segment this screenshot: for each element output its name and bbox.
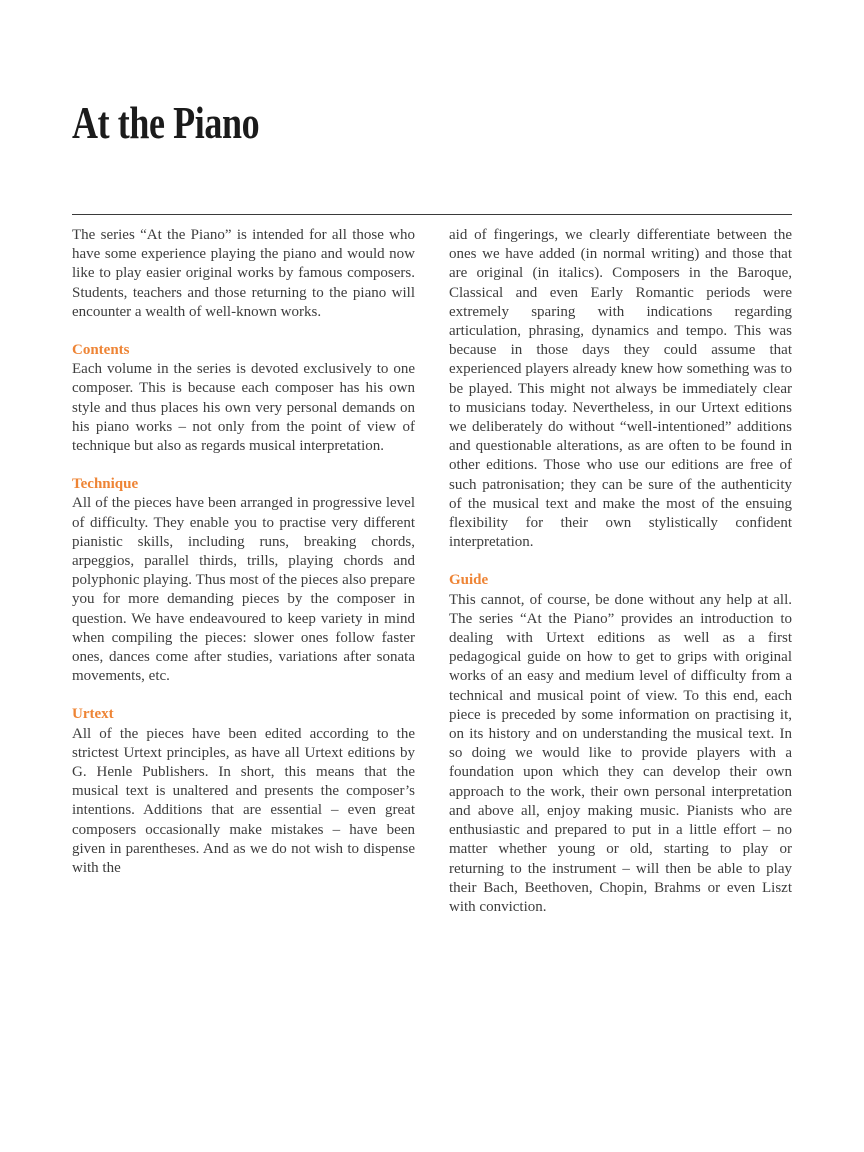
section-guide <box>449 571 792 917</box>
two-column-layout <box>72 226 792 917</box>
section-body-guide: This cannot, of course, be done without any help at all. The series “At the Piano” provides an introduction to dealing with Urtext editions as well as a first pedagogical guide on how to get to grips with original works of an easy and medium level of difficulty from a technical and musical point of view. To this end, each piece is preceded by some information on practising it, on its history and on understanding the musical text. In so doing we would like to provide players with a foundation upon which they can develop their own approach to the work, their own personal interpretation and above all, enjoy making music. Pianists who are enthusiastic and prepared to put in a little effort – no matter whether young or old, starting to play or returning to the instrument – will then be able to play their Bach, Beethoven, Chopin, Brahms or even Liszt with conviction. <box>449 591 792 915</box>
page-content <box>72 0 792 917</box>
section-body-technique: All of the pieces have been arranged in progressive level of difficulty. They enable you to practise very different pianistic skills, including runs, breaking chords, arpeggios, parallel thirds, trills, playing chords and polyphonic playing. Thus most of the pieces also prepare you for more demanding pieces by the composer in question. We have endeavoured to keep variety in mind when compiling the pieces: slower ones follow faster ones, dances come after studies, variations after sonata movements, etc. <box>72 495 415 685</box>
section-contents <box>72 341 415 456</box>
left-column <box>72 226 415 917</box>
section-heading-urtext: Urtext <box>72 706 114 723</box>
section-heading-contents: Contents <box>72 342 130 359</box>
section-heading-guide: Guide <box>449 572 489 589</box>
intro-paragraph: The series “At the Piano” is intended for all those who have some experience playing the piano and would now like to play easier original works by famous composers. Students, teachers and those returning to the piano will encounter a wealth of well-known works. <box>72 227 415 320</box>
section-urtext <box>72 705 415 878</box>
right-column <box>449 226 792 917</box>
urtext-continuation-paragraph: aid of fingerings, we clearly differentiate between the ones we have added (in normal writing) and those that are original (in italics). Composers in the Baroque, Classical and even Early Romantic periods were extremely sparing with indications regarding articulation, phrasing, dynamics and tempo. This was because in those days they could assume that experienced players already knew how something was to be played. This might not always be immediately clear to musicians today. Nevertheless, in our Urtext editions we deliberately do without “well-intentioned” additions and questionable alterations, as are often to be found in other editions. Those who use our editions are free of such patronisation; they can be sure of the authenticity of the musical text and make the most of the ensuing flexibility for their own stylistically confident interpretation. <box>449 227 792 551</box>
section-technique <box>72 475 415 686</box>
page-title-text: At the Piano <box>72 98 260 148</box>
page-title <box>72 0 792 146</box>
horizontal-rule <box>72 214 792 215</box>
section-body-contents: Each volume in the series is devoted exclusively to one composer. This is because each composer has his own style and thus places his own very personal demands on his piano works – not only from the point of view of technique but also as regards musical interpretation. <box>72 361 415 455</box>
section-heading-technique: Technique <box>72 476 139 493</box>
section-body-urtext: All of the pieces have been edited according to the strictest Urtext principles, as have all Urtext editions by G. Henle Publishers. In short, this means that the musical text is unaltered and presents the composer’s intentions. Additions that are essential – even great composers occasionally make mistakes – have been given in parentheses. And as we do not wish to dispense with the <box>72 725 415 877</box>
